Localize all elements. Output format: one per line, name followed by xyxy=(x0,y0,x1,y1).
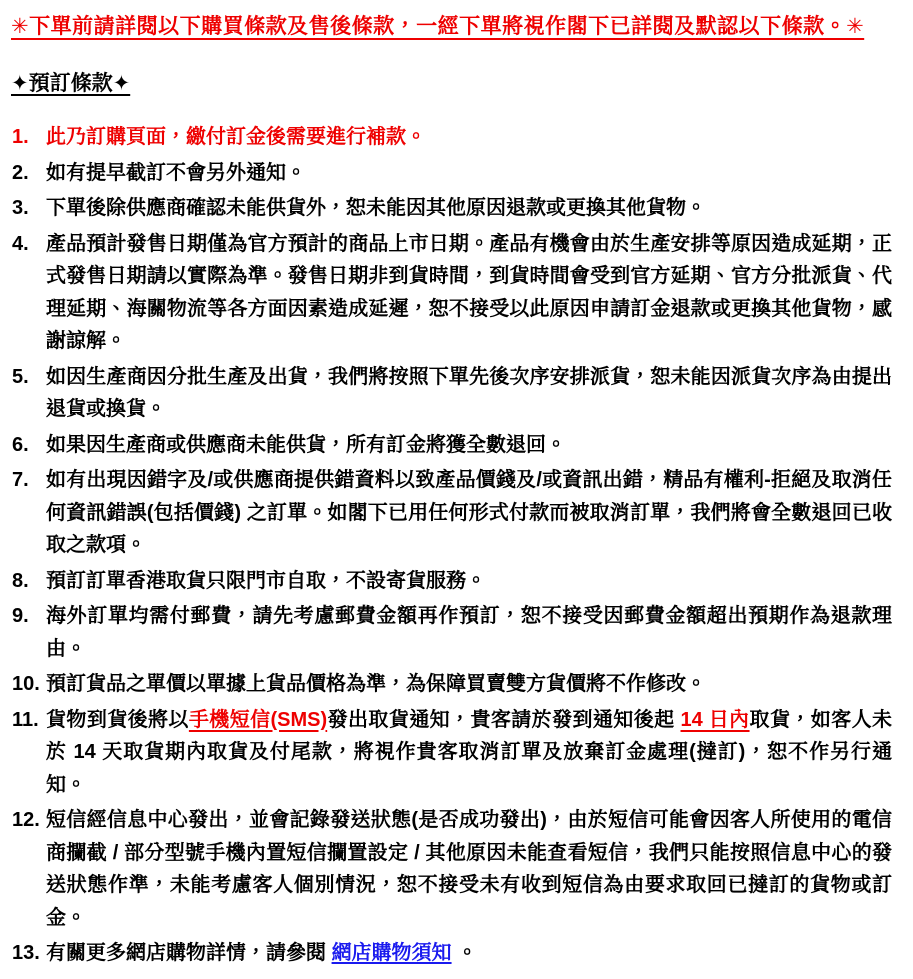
term-item xyxy=(10,804,892,934)
term-item xyxy=(10,704,892,802)
term-number: 2. xyxy=(12,161,29,184)
term-text-segment: 產品預計發售日期僅為官方預計的商品上市日期。產品有機會由於生產安排等原因造成延期，正式發售日期請以實際為準。發售日期非到貨時間，到貨時間會受到官方延期、官方分批派貨、代理延期、海關物流等各方面因素造成延遲，恕不接受以此原因申請訂金退款或更換其他貨物，感謝諒解。 xyxy=(46,232,892,352)
term-text-segment: 下單後除供應商確認未能供貨外，恕未能因其他原因退款或更換其他貨物。 xyxy=(46,197,706,219)
red-highlight: 手機短信(SMS) xyxy=(188,708,328,731)
term-text-segment: 取貨，如客人未於 14 天取貨期內取貨及付尾款，將視作貴客取消訂單及放棄訂金處理(撻訂)，恕不作另行通知。 xyxy=(46,708,893,796)
term-text-segment: 。 xyxy=(451,942,478,964)
term-text xyxy=(46,361,892,426)
term-text xyxy=(46,121,892,154)
term-number: 5. xyxy=(12,365,29,388)
term-text xyxy=(46,804,892,934)
term-text xyxy=(46,228,892,358)
term-item xyxy=(10,668,892,701)
term-number: 1. xyxy=(12,126,29,148)
warning-title: ✳下單前請詳閱以下購買條款及售後條款，一經下單將視作閣下已詳閱及默認以下條款。✳ xyxy=(11,15,865,38)
term-text xyxy=(46,704,892,802)
term-text xyxy=(46,565,892,598)
term-item xyxy=(10,600,892,665)
term-number: 3. xyxy=(12,197,29,219)
term-item xyxy=(10,464,892,562)
term-text-segment: 如果因生產商或供應商未能供貨，所有訂金將獲全數退回。 xyxy=(46,433,566,456)
term-number: 6. xyxy=(12,433,29,456)
term-text xyxy=(46,192,892,225)
term-number: 8. xyxy=(12,569,29,592)
term-text-segment: 如因生產商因分批生產及出貨，我們將按照下單先後次序安排派貨，恕未能因派貨次序為由提出退貨或換貨。 xyxy=(46,365,892,420)
term-text xyxy=(46,429,892,462)
term-text xyxy=(46,157,892,190)
preorder-terms-heading: ✦預訂條款✦ xyxy=(11,72,131,95)
term-text xyxy=(46,600,892,665)
term-text-segment: 有關更多網店購物詳情，請參閱 xyxy=(46,942,332,964)
term-item xyxy=(10,937,892,970)
term-item xyxy=(10,157,892,190)
term-item xyxy=(10,565,892,598)
term-text xyxy=(46,668,892,701)
term-number: 12. xyxy=(12,809,40,831)
term-text-segment: 預訂訂單香港取貨只限門市自取，不設寄貨服務。 xyxy=(46,569,486,592)
term-item xyxy=(10,361,892,426)
term-text-segment: 貨物到貨後將以 xyxy=(46,708,189,731)
term-number: 7. xyxy=(12,469,29,491)
red-highlight: 14 日內 xyxy=(680,708,750,731)
term-item xyxy=(10,192,892,225)
term-text-segment: 如有提早截訂不會另外通知。 xyxy=(46,161,306,184)
term-text-segment: 此乃訂購頁面，繳付訂金後需要進行補款。 xyxy=(46,126,426,148)
term-number: 9. xyxy=(12,605,29,627)
store-shopping-guide-link[interactable]: 網店購物須知 xyxy=(331,942,452,964)
term-text-segment: 發出取貨通知，貴客請於發到通知後起 xyxy=(327,708,681,731)
term-text-segment: 如有出現因錯字及/或供應商提供錯資料以致產品價錢及/或資訊出錯，精品有權利-拒絕及取消任何資訊錯誤(包括價錢) 之訂單。如閣下已用任何形式付款而被取消訂單，我們將會全數退回已收取之款項。 xyxy=(46,469,892,556)
term-text-segment: 海外訂單均需付郵費，請先考慮郵費金額再作預訂，恕不接受因郵費金額超出預期作為退款理由。 xyxy=(46,605,892,660)
term-item xyxy=(10,121,892,154)
term-text-segment: 短信經信息中心發出，並會記錄發送狀態(是否成功發出)，由於短信可能會因客人所使用的電信商攔截 / 部分型號手機內置短信攔置設定 / 其他原因未能查看短信，我們只能按照信息中心的發送狀態作準，未能考慮客人個別情況，恕不接受未有收到短信為由要求取回已撻訂的貨物或訂金。 xyxy=(46,809,892,929)
term-number: 11. xyxy=(12,708,39,731)
term-text xyxy=(46,937,892,970)
term-text-segment: 預訂貨品之單價以單據上貨品價格為準，為保障買賣雙方貨價將不作修改。 xyxy=(46,673,706,695)
term-text xyxy=(46,464,892,562)
terms-list xyxy=(10,121,892,970)
term-number: 13. xyxy=(12,942,40,964)
term-item xyxy=(10,228,892,358)
term-item xyxy=(10,429,892,462)
term-number: 4. xyxy=(12,232,29,255)
term-number: 10. xyxy=(12,673,40,695)
